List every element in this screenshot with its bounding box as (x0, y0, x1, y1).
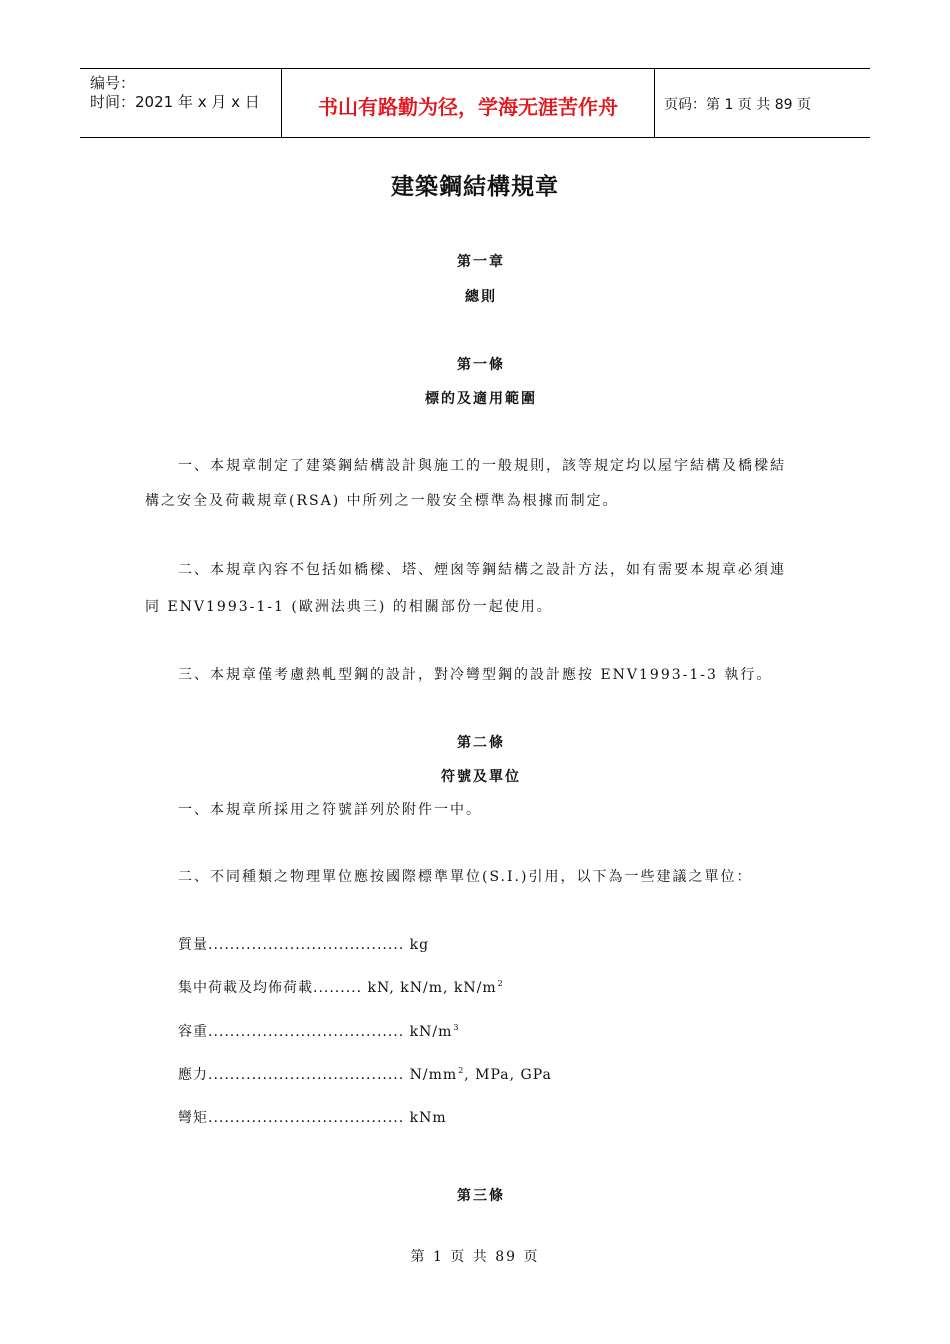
serial-number-label: 编号： (90, 74, 136, 92)
chapter-heading: 第一章 (457, 254, 505, 270)
article-2-paragraph-2: 二、不同種類之物理單位應按國際標準單位(S.I.)引用，以下為一些建議之單位： (178, 869, 753, 885)
page-info: 页码：第 1 页 共 89 页 (664, 97, 811, 113)
paragraph-2-line-2: 同 ENV1993-1-1 (歐洲法典三) 的相關部份一起使用。 (145, 599, 553, 615)
paragraph-3: 三、本規章僅考慮熱軋型鋼的設計，對冷彎型鋼的設計應按 ENV1993-1-3 執行。 (178, 667, 773, 683)
paragraph-2-line-1: 二、本規章內容不包括如橋樑、塔、煙囪等鋼結構之設計方法，如有需要本規章必須連 (178, 562, 786, 578)
unit-stress-superscript: 2 (458, 1066, 465, 1075)
header-motto-cell (281, 69, 655, 137)
article-2-title: 符號及單位 (441, 769, 521, 785)
unit-weight-superscript: 3 (453, 1023, 460, 1032)
unit-load-text: 集中荷載及均佈荷載......... kN, kN/m, kN/m (178, 980, 497, 996)
header-meta-cell (80, 69, 280, 137)
unit-stress-text: 應力.................................... N/mm (178, 1067, 458, 1083)
unit-moment: 彎矩.................................... kNm (178, 1110, 447, 1126)
paragraph-1-line-1: 一、本規章制定了建築鋼結構設計與施工的一般規則，該等規定均以屋宇結構及橋樑結 (178, 458, 786, 474)
time-label: 时间：2021 年 x 月 x 日 (90, 93, 260, 111)
unit-load (178, 977, 504, 997)
motto-text: 书山有路勤为径，学海无涯苦作舟 (318, 95, 618, 119)
article-3-heading: 第三條 (457, 1188, 505, 1204)
unit-mass: 質量.................................... kg (178, 937, 430, 953)
article-1-heading: 第一條 (457, 357, 505, 373)
document-title: 建築鋼結構規章 (391, 174, 559, 200)
unit-load-superscript: 2 (497, 979, 504, 988)
header-page-cell (654, 69, 870, 137)
unit-weight-text: 容重.................................... kN/m (178, 1024, 453, 1040)
article-2-heading: 第二條 (457, 735, 505, 751)
unit-stress-tail: , MPa, GPa (464, 1067, 552, 1083)
chapter-title: 總則 (465, 289, 497, 305)
document-header (80, 68, 870, 138)
unit-stress (178, 1064, 552, 1084)
page-footer: 第 1 页 共 89 页 (410, 1249, 540, 1265)
article-1-title: 標的及適用範圍 (425, 391, 537, 407)
article-2-paragraph-1: 一、本規章所採用之符號詳列於附件一中。 (178, 802, 482, 818)
paragraph-1-line-2: 構之安全及荷載規章(RSA) 中所列之一般安全標準為根據而制定。 (145, 493, 619, 509)
unit-weight (178, 1021, 459, 1041)
